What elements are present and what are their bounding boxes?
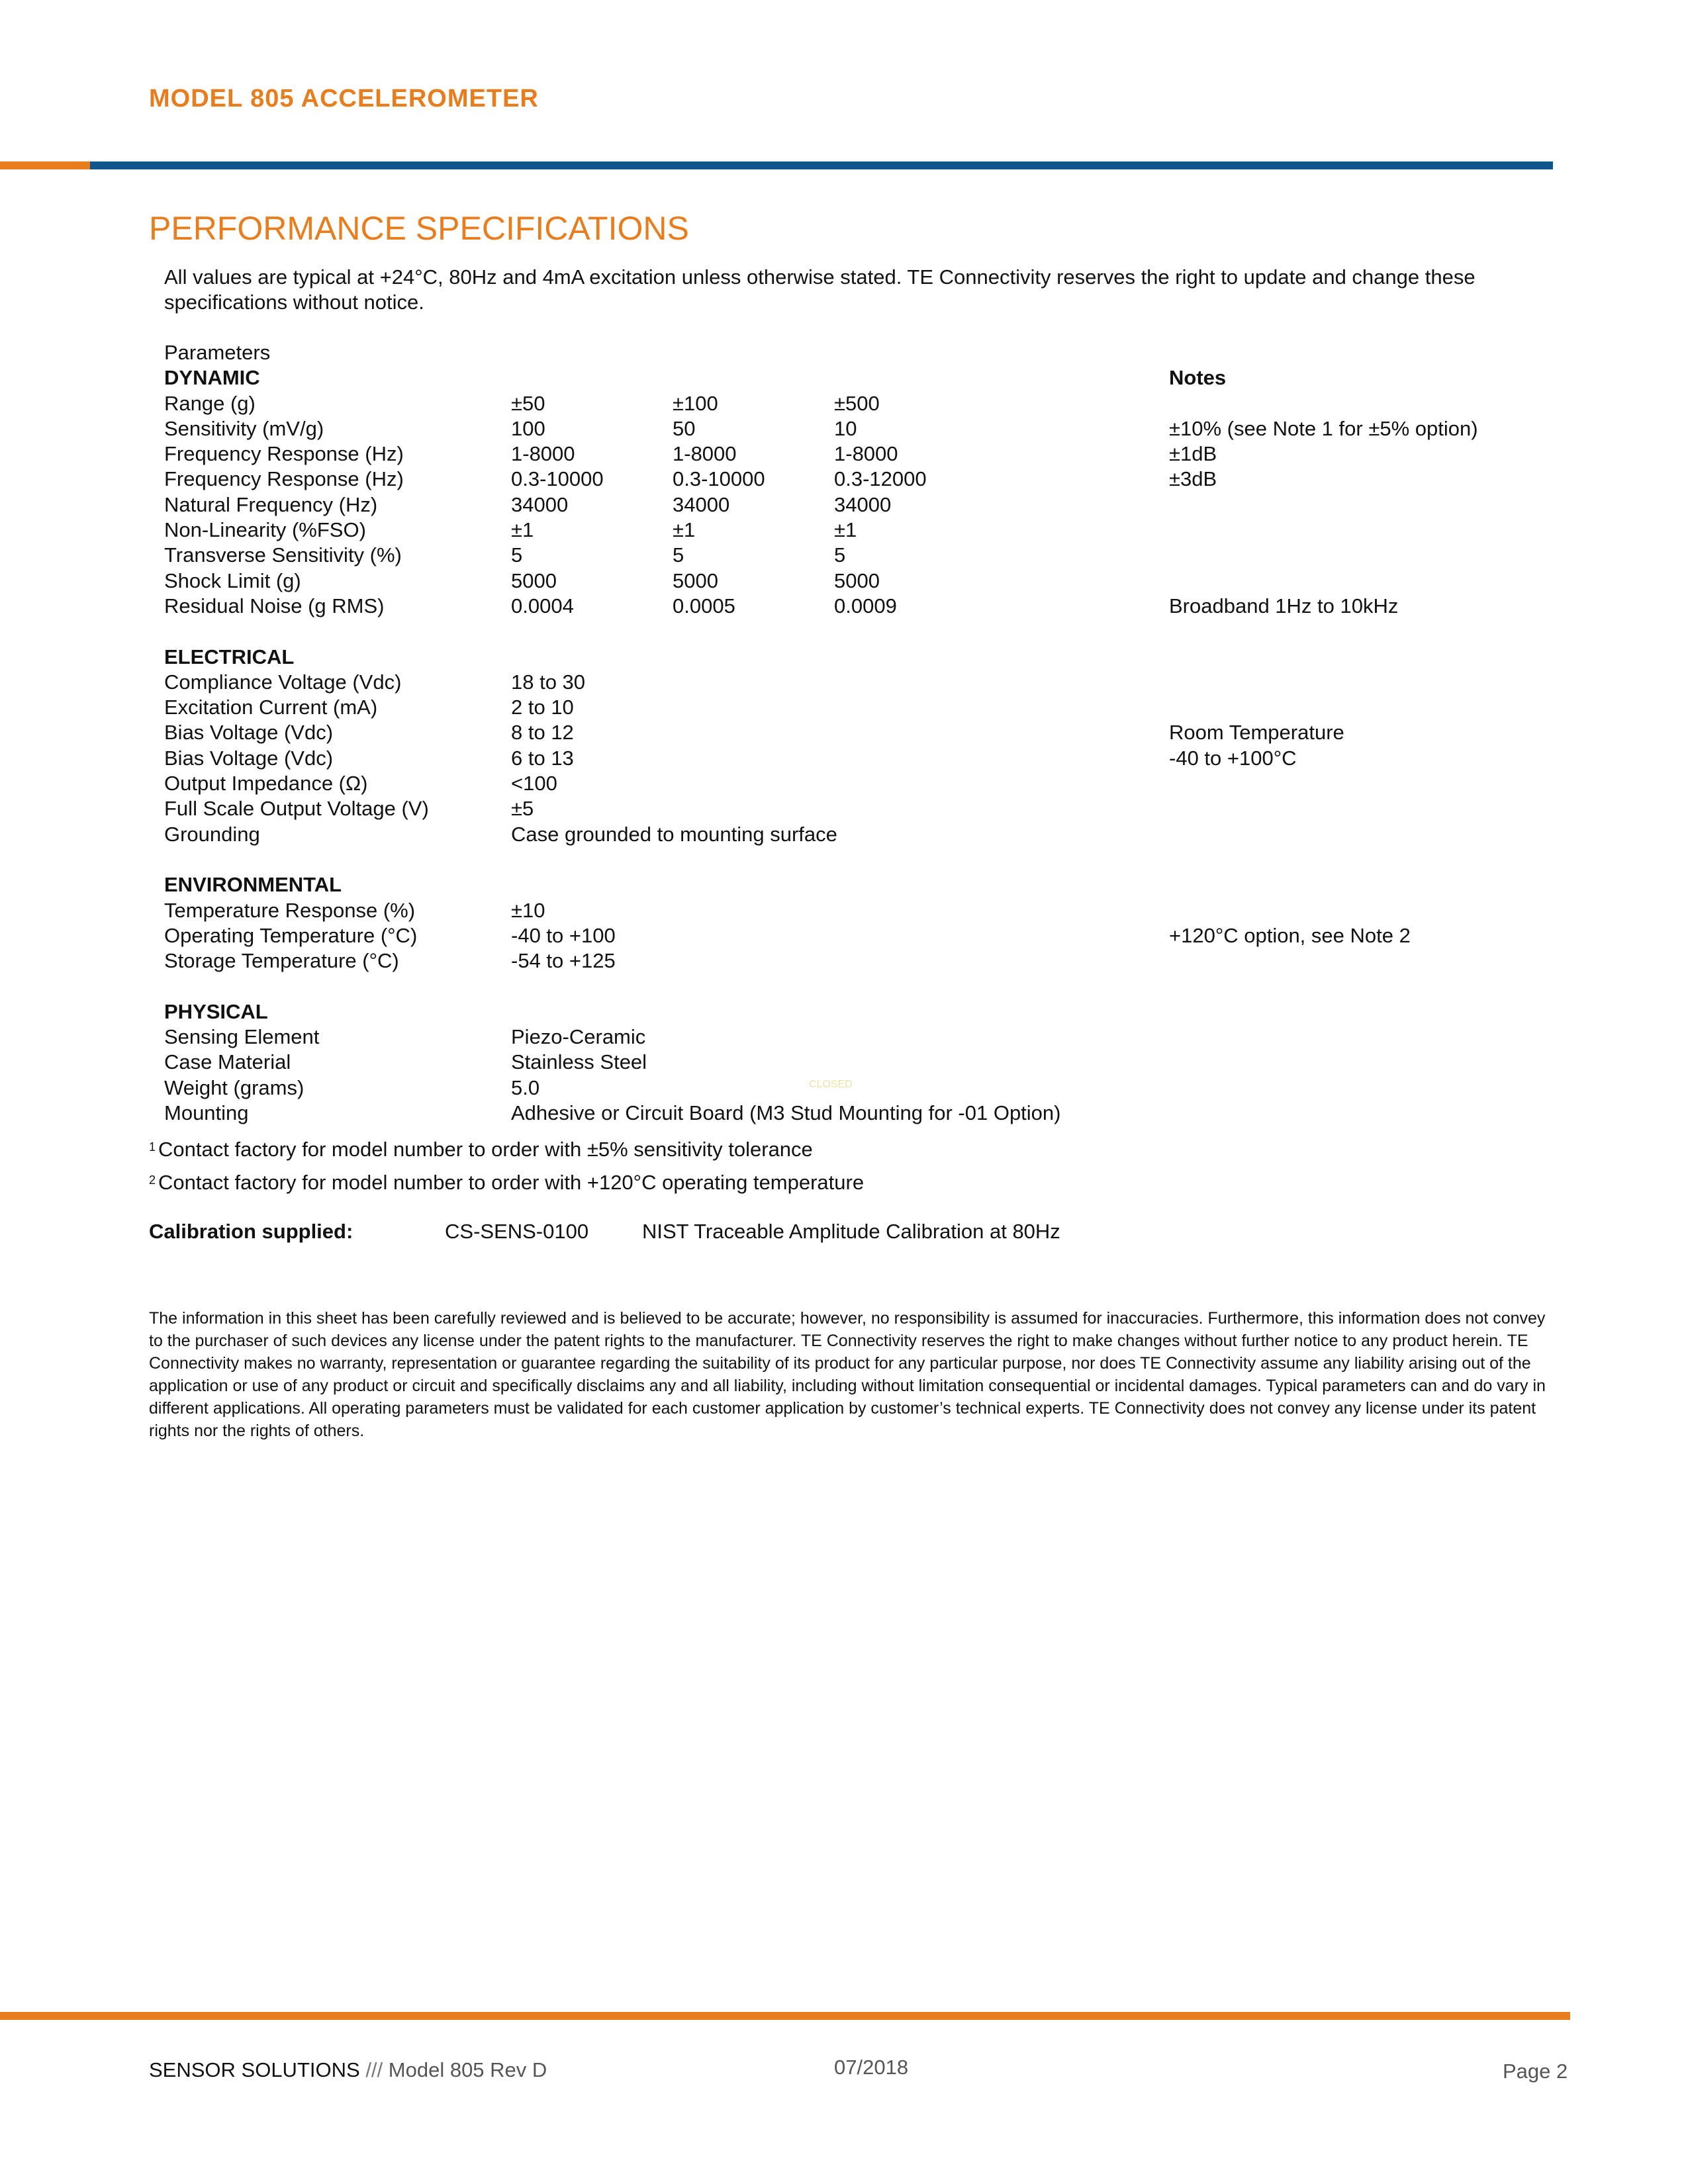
footer-left xyxy=(149,2058,547,2082)
value: 8 to 12 xyxy=(511,721,574,744)
param-name: Excitation Current (mA) xyxy=(164,696,378,719)
footnote-1 xyxy=(149,1137,813,1162)
value-col-1: ±50 xyxy=(511,392,545,415)
footnote-mark: 1 xyxy=(149,1140,156,1154)
note: ±1dB xyxy=(1169,442,1217,465)
value: ±5 xyxy=(511,797,534,820)
param-name: Temperature Response (%) xyxy=(164,899,416,922)
value-col-1: ±1 xyxy=(511,518,534,541)
value: Piezo-Ceramic xyxy=(511,1025,646,1048)
value: Case grounded to mounting surface xyxy=(511,823,837,846)
value-col-3: ±1 xyxy=(834,518,857,541)
footer-model-rev: Model 805 Rev D xyxy=(388,2058,547,2081)
footnote-text: Contact factory for model number to order with ±5% sensitivity tolerance xyxy=(158,1138,813,1161)
value-col-2: 5 xyxy=(673,543,684,567)
value-col-1: 5000 xyxy=(511,569,557,592)
param-name: Bias Voltage (Vdc) xyxy=(164,747,334,770)
disclaimer: The information in this sheet has been carefully reviewed and is believed to be accurate; however, no responsibility is assumed for inaccuracies. Furthermore, this information does not convey to the purchaser of such devices any license under the patent rights to the manufacturer. TE Connectivity reserves the right to make changes without further notice to any product herein. TE Connectivity makes no warranty, representation or guarantee regarding the suitability of its product for any particular purpose, nor does TE Connectivity assume any liability arising out of the application or use of any product or circuit and specifically disclaims any and all liability, including without limitation consequential or incidental damages. Typical parameters can and do vary in different applications. All operating parameters must be validated for each customer application by customer’s technical experts. TE Connectivity does not convey any license under its patent rights nor the rights of others. xyxy=(149,1309,1546,1440)
note: -40 to +100°C xyxy=(1169,747,1297,770)
value-col-2: 0.0005 xyxy=(673,594,735,617)
param-name: Full Scale Output Voltage (V) xyxy=(164,797,429,820)
value-col-2: ±1 xyxy=(673,518,696,541)
value-col-2: 34000 xyxy=(673,493,730,516)
note: +120°C option, see Note 2 xyxy=(1169,924,1411,947)
value-col-1: 1-8000 xyxy=(511,442,575,465)
value-col-3: 34000 xyxy=(834,493,892,516)
calibration-code: CS-SENS-0100 xyxy=(445,1220,589,1243)
value: <100 xyxy=(511,772,557,795)
value-col-3: 5 xyxy=(834,543,846,567)
value: 6 to 13 xyxy=(511,747,574,770)
param-name: Grounding xyxy=(164,823,260,846)
param-name: Frequency Response (Hz) xyxy=(164,467,404,490)
footnote-2 xyxy=(149,1170,864,1195)
param-name: Sensitivity (mV/g) xyxy=(164,417,324,440)
value-col-1: 0.3-10000 xyxy=(511,467,604,490)
value: -40 to +100 xyxy=(511,924,616,947)
value-col-2: 0.3-10000 xyxy=(673,467,765,490)
footer-date: 07/2018 xyxy=(834,2056,909,2079)
value-col-1: 0.0004 xyxy=(511,594,574,617)
note: Room Temperature xyxy=(1169,721,1344,744)
value: 18 to 30 xyxy=(511,670,586,694)
value-col-3: 1-8000 xyxy=(834,442,898,465)
footer-brand: SENSOR SOLUTIONS xyxy=(149,2058,360,2081)
intro-paragraph: All values are typical at +24°C, 80Hz and 4mA excitation unless otherwise stated. TE Connectivity reserves the right to update and change these specifications without notice. xyxy=(164,265,1476,314)
param-name: Compliance Voltage (Vdc) xyxy=(164,670,402,694)
calibration-line xyxy=(149,1219,1274,1244)
param-name: Natural Frequency (Hz) xyxy=(164,493,378,516)
calibration-label: Calibration supplied: xyxy=(149,1220,353,1243)
value-col-3: 0.0009 xyxy=(834,594,897,617)
footnote-text: Contact factory for model number to order with +120°C operating temperature xyxy=(158,1171,865,1194)
param-name: Output Impedance (Ω) xyxy=(164,772,368,795)
param-name: Operating Temperature (°C) xyxy=(164,924,418,947)
footer-page-number: Page 2 xyxy=(1503,2060,1568,2083)
parameters-label: Parameters xyxy=(164,341,271,364)
value-col-2: ±100 xyxy=(673,392,718,415)
section-label-dynamic: DYNAMIC xyxy=(164,366,260,389)
value-col-2: 5000 xyxy=(673,569,718,592)
calibration-description: NIST Traceable Amplitude Calibration at 80Hz xyxy=(642,1220,1060,1243)
value-col-1: 34000 xyxy=(511,493,569,516)
param-name: Non-Linearity (%FSO) xyxy=(164,518,366,541)
notes-label: Notes xyxy=(1169,366,1227,389)
footer-rule xyxy=(0,2012,1570,2020)
value-col-1: 100 xyxy=(511,417,545,440)
value-col-3: 5000 xyxy=(834,569,880,592)
value: Stainless Steel xyxy=(511,1050,647,1073)
param-name: Storage Temperature (°C) xyxy=(164,949,399,972)
param-name: Sensing Element xyxy=(164,1025,320,1048)
section-label-environmental: ENVIRONMENTAL xyxy=(164,873,342,896)
watermark: CLOSED xyxy=(809,1079,853,1090)
section-heading: PERFORMANCE SPECIFICATIONS xyxy=(149,210,689,247)
value-col-2: 50 xyxy=(673,417,696,440)
header-rule-blue xyxy=(90,161,1553,169)
value: -54 to +125 xyxy=(511,949,616,972)
param-name: Mounting xyxy=(164,1101,249,1124)
value-col-3: 0.3-12000 xyxy=(834,467,927,490)
value: Adhesive or Circuit Board (M3 Stud Mounting for -01 Option) xyxy=(511,1101,1061,1124)
value: 5.0 xyxy=(511,1076,540,1099)
value: ±10 xyxy=(511,899,545,922)
param-name: Transverse Sensitivity (%) xyxy=(164,543,402,567)
section-label-physical: PHYSICAL xyxy=(164,1000,268,1023)
footnote-mark: 2 xyxy=(149,1173,156,1187)
note: ±10% (see Note 1 for ±5% option) xyxy=(1169,417,1478,440)
param-name: Range (g) xyxy=(164,392,256,415)
header-rule-orange xyxy=(0,161,90,169)
section-label-electrical: ELECTRICAL xyxy=(164,645,295,668)
param-name: Residual Noise (g RMS) xyxy=(164,594,385,617)
param-name: Weight (grams) xyxy=(164,1076,305,1099)
param-name: Shock Limit (g) xyxy=(164,569,301,592)
footer-separator: /// xyxy=(365,2058,383,2081)
note: Broadband 1Hz to 10kHz xyxy=(1169,594,1399,617)
value-col-3: 10 xyxy=(834,417,857,440)
param-name: Case Material xyxy=(164,1050,291,1073)
value-col-3: ±500 xyxy=(834,392,880,415)
param-name: Bias Voltage (Vdc) xyxy=(164,721,334,744)
value-col-1: 5 xyxy=(511,543,523,567)
document-title: MODEL 805 ACCELEROMETER xyxy=(149,85,539,113)
value-col-2: 1-8000 xyxy=(673,442,737,465)
value: 2 to 10 xyxy=(511,696,574,719)
note: ±3dB xyxy=(1169,467,1217,490)
param-name: Frequency Response (Hz) xyxy=(164,442,404,465)
